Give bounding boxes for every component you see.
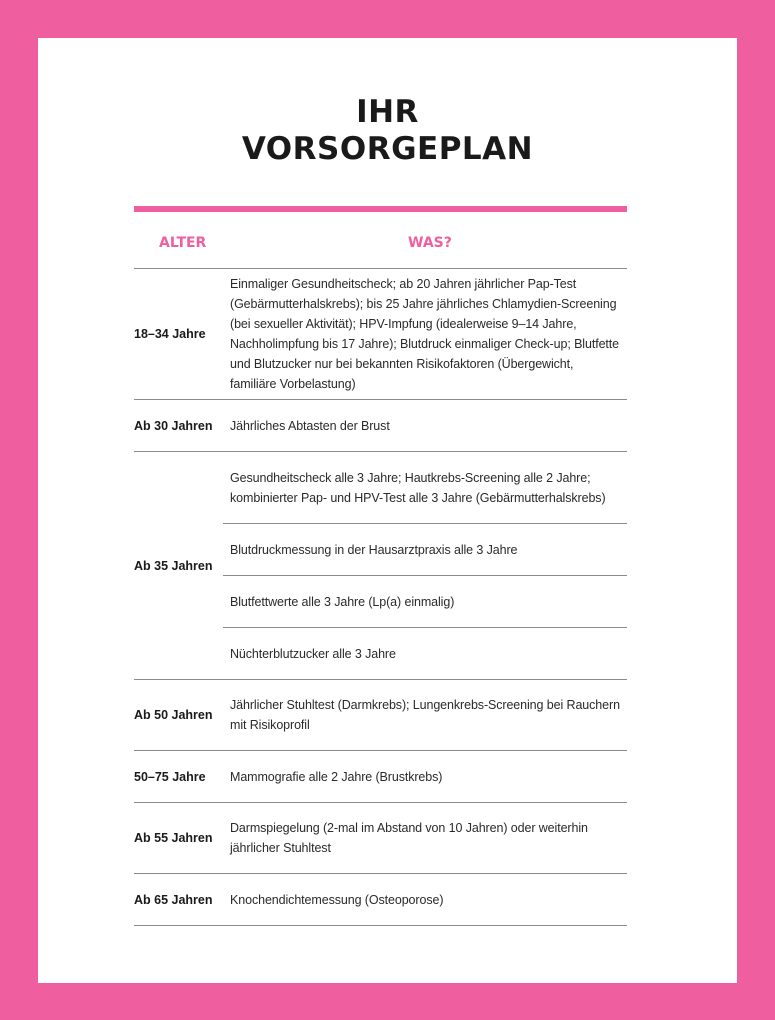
document-card	[38, 38, 737, 983]
table-row	[134, 874, 627, 926]
schedule-table	[134, 206, 627, 926]
row-age: Ab 50 Jahren	[134, 708, 213, 722]
table-row	[134, 400, 627, 452]
row-item: Jährliches Abtasten der Brust	[230, 418, 390, 433]
row-item: Einmaliger Gesundheitscheck; ab 20 Jahren jährlicher Pap-Test (Gebärmutterhalskrebs); bis 25 Jahre jährliches Chlamydien-Screening (bei sexueller Aktivität); HPV-Impfung (idealerweise 9–14 Jahre, Nachholimpfung bis 17 Jahre); Blutdruck einmaliger Check-up; Blutfette und Blutzucker nur bei bekannten Risikofaktoren (Übergewicht, familiäre Vorbelastung)	[230, 277, 620, 391]
row-age: 18–34 Jahre	[134, 327, 206, 341]
header-what: WAS?	[408, 235, 452, 251]
title-line-1: IHR	[356, 94, 419, 130]
row-age: 50–75 Jahre	[134, 769, 206, 784]
table-row	[134, 452, 627, 680]
row-item: Mammografie alle 2 Jahre (Brustkrebs)	[230, 769, 443, 784]
row-item: Knochendichtemessung (Osteoporose)	[230, 892, 444, 907]
row-item: Blutfettwerte alle 3 Jahre (Lp(a) einmalig)	[223, 575, 627, 627]
row-item: Gesundheitscheck alle 3 Jahre; Hautkrebs-Screening alle 2 Jahre; kombinierter Pap- und HPV-Test alle 3 Jahre (Gebärmutterhalskrebs)	[230, 470, 606, 505]
table-row	[134, 803, 627, 874]
header-age: ALTER	[159, 235, 207, 251]
row-item: Nüchterblutzucker alle 3 Jahre	[223, 627, 627, 679]
table-row	[134, 269, 627, 400]
row-age: Ab 65 Jahren	[134, 892, 213, 907]
title-line-2: VORSORGEPLAN	[241, 131, 534, 167]
row-item: Darmspiegelung (2-mal im Abstand von 10 Jahren) oder weiterhin jährlicher Stuhltest	[230, 821, 588, 855]
row-age: Ab 55 Jahren	[134, 831, 213, 845]
table-row	[134, 751, 627, 803]
table-row	[134, 680, 627, 751]
row-item: Jährlicher Stuhltest (Darmkrebs); Lungenkrebs-Screening bei Rauchern mit Risikoprofil	[230, 698, 620, 732]
row-item: Blutdruckmessung in der Hausarztpraxis alle 3 Jahre	[223, 523, 627, 575]
row-age: Ab 35 Jahren	[134, 558, 213, 573]
table-header	[134, 212, 627, 269]
page-title	[38, 94, 737, 168]
row-age: Ab 30 Jahren	[134, 418, 213, 433]
